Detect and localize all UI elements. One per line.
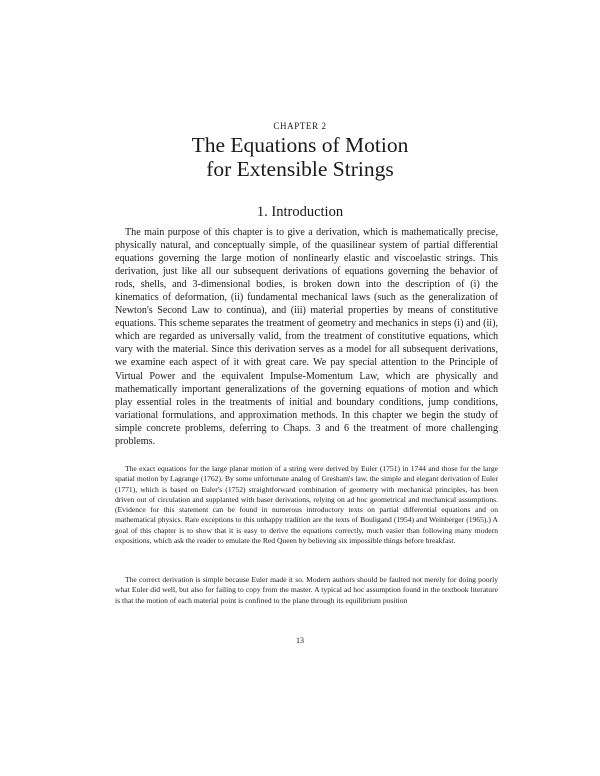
chapter-label: CHAPTER 2 — [273, 121, 327, 131]
historical-note-paragraph: The exact equations for the large planar motion of a string were derived by Euler (1751) in 1744 and those for the large spatial motion by Lagrange (1762). By some unfortunate analog of Gresham's law, the simple and elegant derivation of Euler (1771), which is based on Euler's (1752) straightforward combination of geometry with mechanical principles, has been driven out of circulation and supplanted with baser derivations, relying on ad hoc geometrical and mechanical assumptions. (Evidence for this statement can be found in numerous introductory texts on partial differential equations and on mathematical physics. Rare exceptions to this unhappy tradition are the texts of Bouligand (1954) and Weinberger (1965).) A goal of this chapter is to show that it is easy to derive the equations correctly, much easier than following many modern expositions, which ask the reader to emulate the Red Queen by believing six impossible things before breakfast. — [115, 464, 498, 546]
section-heading: 1. Introduction — [256, 204, 344, 220]
intro-paragraph: The main purpose of this chapter is to give a derivation, which is mathematically precise, physically natural, and conceptually simple, of the quasilinear system of partial differential equations governing the large motion of nonlinearly elastic and viscoelastic strings. This derivation, just like all our subsequent derivations of equations governing the behavior of rods, shells, and 3-dimensional bodies, is broken down into the description of (i) the kinematics of deformation, (ii) fundamental mechanical laws (such as the generalization of Newton's Second Law to continua), and (iii) material properties by means of constitutive equations. This scheme separates the treatment of geometry and mechanics in steps (i) and (ii), which are regarded as universally valid, from the treatment of constitutive equations, which vary with the material. Since this derivation serves as a model for all subsequent derivations, we examine each aspect of it with great care. We pay special attention to the Principle of Virtual Power and the equivalent Impulse-Momentum Law, which are physically and mathematically important generalizations of the governing equations of motion and which play essential roles in the treatments of initial and boundary conditions, jump conditions, variational formulations, and approximation methods. In this chapter we begin the study of simple concrete problems, deferring to Chaps. 3 and 6 the treatment of more challenging problems. — [115, 227, 498, 447]
chapter-title-line-2: for Extensible Strings — [206, 157, 394, 181]
page-number: 13 — [296, 636, 304, 645]
derivation-note-paragraph: The correct derivation is simple because Euler made it so. Modern authors should be faulted not merely for doing poorly what Euler did well, but also for failing to copy from the master. A typical ad hoc assumption found in the textbook literature is that the motion of each material point is confined to the plane through its equilibrium position — [115, 575, 498, 605]
chapter-title-line-1: The Equations of Motion — [191, 133, 409, 157]
chapter-title — [0, 133, 600, 181]
